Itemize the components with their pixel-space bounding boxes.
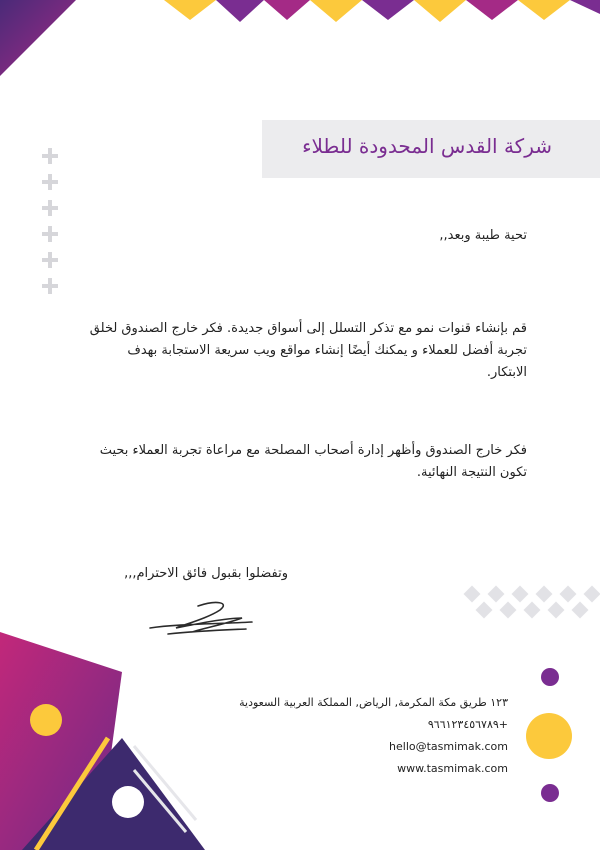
diamond-icon — [488, 586, 505, 603]
bottom-left-decoration — [0, 620, 215, 850]
greeting-text: تحية طيبة وبعد,, — [439, 228, 527, 243]
diamond-icon — [500, 602, 517, 619]
plus-icon — [40, 198, 60, 218]
company-title-bar — [262, 120, 600, 178]
purple-dot — [541, 668, 559, 686]
top-triangle-row — [150, 0, 600, 26]
top-left-corner-decoration — [0, 0, 80, 80]
yellow-circle — [526, 713, 572, 759]
closing-text: وتفضلوا بقبول فائق الاحترام,,, — [124, 566, 288, 581]
plus-icon — [40, 250, 60, 270]
diamond-icon — [548, 602, 565, 619]
phone-text: +٩٦٦١٢٣٤٥٦٧٨٩ — [427, 718, 508, 731]
diamond-icon — [560, 586, 577, 603]
email-link[interactable]: hello@tasmimak.com — [389, 740, 508, 753]
company-name: شركة القدس المحدودة للطلاء — [302, 134, 552, 158]
plus-icon — [40, 276, 60, 296]
diamond-icon — [524, 602, 541, 619]
address-text: ١٢٣ طريق مكة المكرمة, الرياض, المملكة العربية السعودية — [239, 696, 508, 709]
diamond-icon — [464, 586, 481, 603]
plus-icon — [40, 172, 60, 192]
body-paragraph-1: قم بإنشاء قنوات نمو مع تذكر التسلل إلى أسواق جديدة. فكر خارج الصندوق لخلق تجربة أفضل للعملاء و يمكنك أيضًا إنشاء مواقع ويب سريعة الاستجابة بهدف الابتكار. — [89, 321, 527, 380]
diamond-icon — [572, 602, 589, 619]
diamond-pattern — [462, 586, 600, 618]
plus-icon — [40, 224, 60, 244]
purple-dot — [541, 784, 559, 802]
body-paragraph-2: فكر خارج الصندوق وأظهر إدارة أصحاب المصلحة مع مراعاة تجربة العملاء بحيث تكون النتيجة النهائية. — [99, 443, 527, 480]
diamond-icon — [476, 602, 493, 619]
diamond-icon — [536, 586, 553, 603]
plus-icon — [40, 146, 60, 166]
website-link[interactable]: www.tasmimak.com — [397, 762, 508, 775]
diamond-icon — [512, 586, 529, 603]
diamond-icon — [584, 586, 600, 603]
